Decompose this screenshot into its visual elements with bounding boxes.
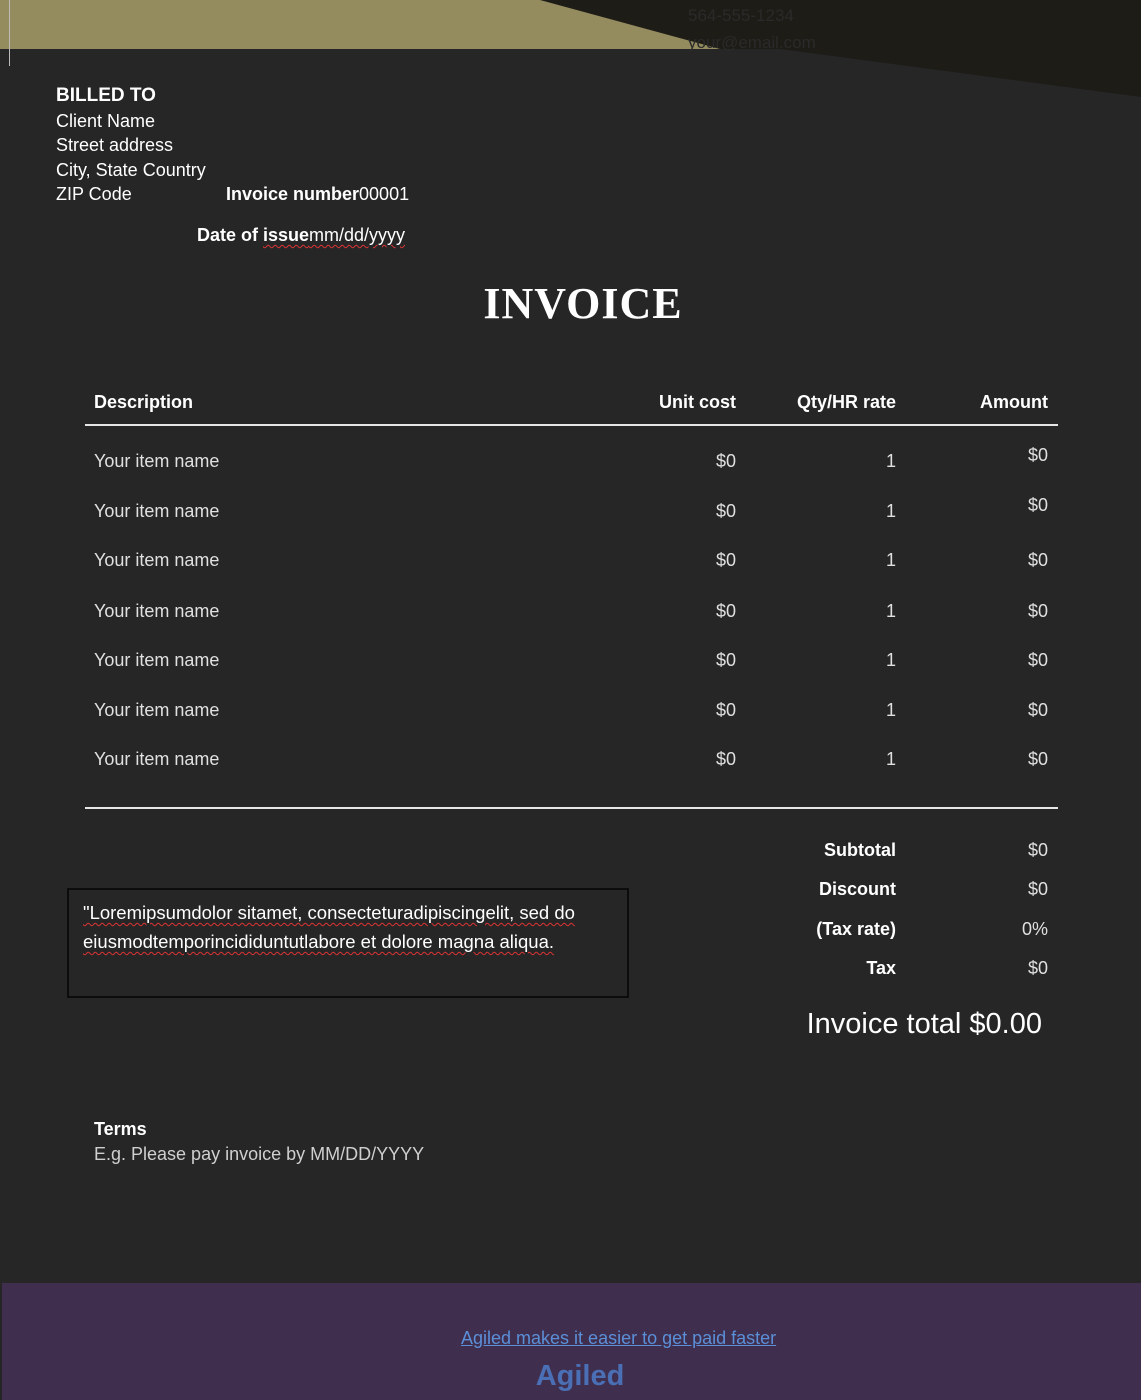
item-qty[interactable]: 1 bbox=[885, 749, 896, 769]
table-row[interactable] bbox=[0, 749, 1141, 779]
zip-code[interactable]: ZIP Code bbox=[56, 184, 132, 204]
date-label-issue: issue bbox=[263, 225, 310, 245]
footer-link[interactable]: Agiled makes it easier to get paid faster bbox=[461, 1328, 777, 1348]
invoice-number-label: Invoice number bbox=[226, 184, 360, 204]
item-qty[interactable]: 1 bbox=[885, 550, 896, 570]
item-unit-cost[interactable]: $0 bbox=[715, 550, 736, 570]
item-description[interactable]: Your item name bbox=[94, 650, 220, 670]
billed-to-block bbox=[56, 84, 206, 207]
item-description[interactable]: Your item name bbox=[94, 451, 220, 471]
discount-label: Discount bbox=[818, 879, 896, 899]
tax-rate-label: (Tax rate) bbox=[816, 919, 896, 939]
item-description[interactable]: Your item name bbox=[94, 749, 220, 769]
invoice-number bbox=[226, 184, 409, 205]
notes-line-1: "Loremipsumdolor sitamet, consecteturadipiscingelit, sed do bbox=[83, 902, 575, 923]
col-header-description: Description bbox=[94, 392, 194, 412]
client-name[interactable]: Client Name bbox=[56, 110, 156, 131]
item-description[interactable]: Your item name bbox=[94, 501, 220, 521]
table-row[interactable] bbox=[0, 601, 1141, 631]
item-unit-cost[interactable]: $0 bbox=[715, 700, 736, 720]
table-row[interactable] bbox=[0, 650, 1141, 680]
billed-to-title: BILLED TO bbox=[56, 85, 156, 106]
tax-label: Tax bbox=[866, 958, 896, 978]
item-amount: $0 bbox=[1027, 650, 1048, 670]
item-unit-cost[interactable]: $0 bbox=[715, 601, 736, 621]
document-title: INVOICE bbox=[483, 279, 683, 328]
street-address[interactable]: Street address bbox=[56, 135, 174, 155]
contact-phone: 564-555-1234 bbox=[688, 6, 794, 25]
item-unit-cost[interactable]: $0 bbox=[715, 650, 736, 670]
item-qty[interactable]: 1 bbox=[885, 451, 896, 471]
header-divider bbox=[85, 424, 1058, 426]
item-unit-cost[interactable]: $0 bbox=[715, 451, 736, 471]
item-unit-cost[interactable]: $0 bbox=[715, 749, 736, 769]
invoice-total-label: Invoice total bbox=[806, 1008, 962, 1040]
invoice-total-value: $0.00 bbox=[969, 1008, 1042, 1040]
date-label-prefix: Date of bbox=[197, 225, 264, 245]
col-header-unit-cost: Unit cost bbox=[658, 392, 736, 412]
city-state-country[interactable]: City, State Country bbox=[56, 159, 206, 180]
table-row[interactable] bbox=[0, 550, 1141, 580]
item-amount: $0 bbox=[1027, 749, 1048, 769]
date-value[interactable]: mm/dd/yyyy bbox=[309, 225, 406, 245]
col-header-qty: Qty/HR rate bbox=[796, 392, 896, 412]
text-cursor bbox=[9, 0, 10, 66]
tax-value: $0 bbox=[1027, 958, 1048, 978]
table-row[interactable] bbox=[0, 495, 1141, 531]
table-row[interactable] bbox=[0, 700, 1141, 730]
items-divider bbox=[85, 807, 1058, 809]
discount-value[interactable]: $0 bbox=[1027, 879, 1048, 899]
terms-text[interactable]: E.g. Please pay invoice by MM/DD/YYYY bbox=[94, 1144, 425, 1164]
item-qty[interactable]: 1 bbox=[885, 700, 896, 720]
item-unit-cost[interactable]: $0 bbox=[715, 501, 736, 521]
item-amount: $0 bbox=[1027, 495, 1048, 515]
item-amount: $0 bbox=[1027, 445, 1048, 465]
notes-line-2: eiusmodtemporincididuntutlabore et dolore magna aliqua. bbox=[83, 931, 555, 952]
item-amount: $0 bbox=[1027, 700, 1048, 720]
col-header-amount: Amount bbox=[980, 392, 1048, 412]
footer-brand-logo: Agiled bbox=[535, 1360, 625, 1392]
item-description[interactable]: Your item name bbox=[94, 700, 220, 720]
item-qty[interactable]: 1 bbox=[885, 650, 896, 670]
notes-textbox[interactable] bbox=[67, 888, 629, 998]
invoice-number-value[interactable]: 00001 bbox=[359, 184, 410, 204]
item-amount: $0 bbox=[1027, 550, 1048, 570]
item-description[interactable]: Your item name bbox=[94, 550, 220, 570]
item-description[interactable]: Your item name bbox=[94, 601, 220, 621]
invoice-total bbox=[807, 1008, 1042, 1041]
table-row[interactable] bbox=[0, 445, 1141, 481]
date-of-issue bbox=[197, 225, 405, 246]
item-qty[interactable]: 1 bbox=[885, 601, 896, 621]
terms-title: Terms bbox=[94, 1119, 147, 1139]
contact-email: your@email.com bbox=[688, 33, 816, 52]
item-amount: $0 bbox=[1027, 601, 1048, 621]
subtotal-value: $0 bbox=[1027, 840, 1048, 860]
tax-rate-value[interactable]: 0% bbox=[1021, 919, 1048, 939]
subtotal-label: Subtotal bbox=[824, 840, 896, 860]
item-qty[interactable]: 1 bbox=[885, 501, 896, 521]
